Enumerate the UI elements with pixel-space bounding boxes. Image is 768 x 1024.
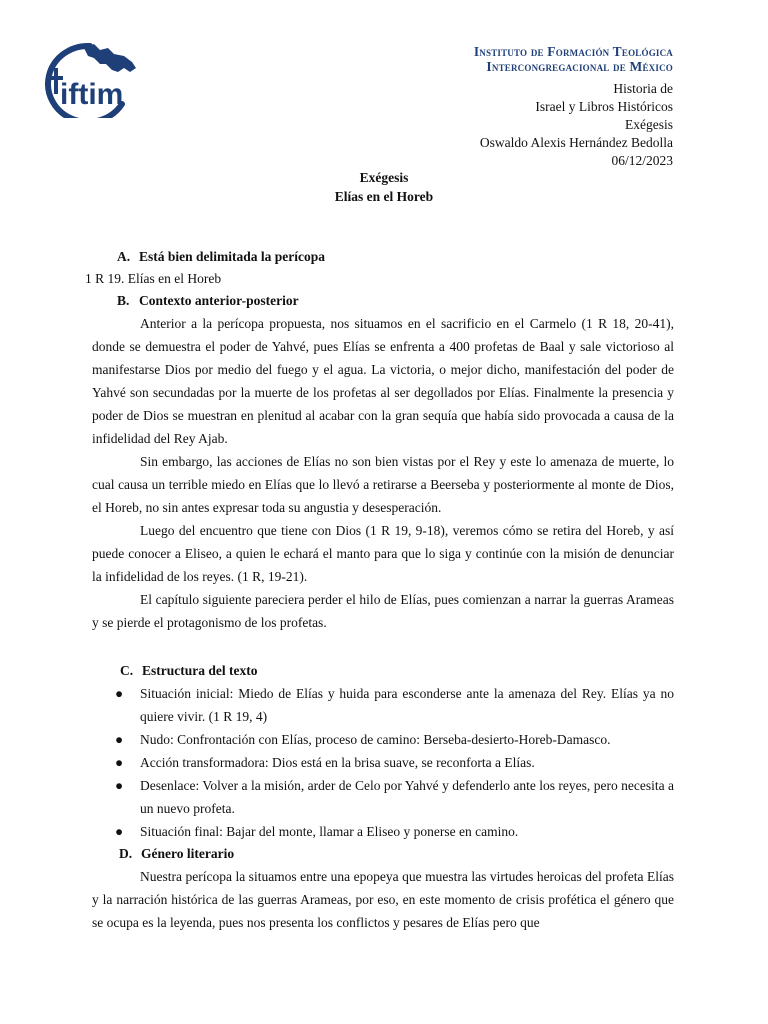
list-item-text: Situación final: Bajar del monte, llamar a Eliseo y ponerse en camino.: [140, 824, 519, 839]
list-item-text: Nudo: Confrontación con Elías, proceso de camino: Berseba-desierto-Horeb-Damasco.: [140, 732, 611, 747]
section-c-heading: [92, 660, 674, 682]
section-c-marker: C.: [120, 663, 134, 678]
section-a-text: 1 R 19. Elías en el Horeb: [85, 271, 222, 286]
section-b-paragraph-4: El capítulo siguiente pareciera perder el hilo de Elías, pues comienzan a narrar la guerras Arameas y se pierde el protagonismo de los profetas.: [92, 592, 674, 630]
section-a-marker: A.: [117, 249, 131, 264]
list-item: [92, 774, 674, 820]
assignment-type: Exégesis: [625, 117, 673, 132]
logo-graphic: [40, 38, 140, 118]
section-d-heading: [92, 843, 674, 865]
section-d-title: Género literario: [141, 846, 235, 861]
section-b-paragraph-1: Anterior a la perícopa propuesta, nos situamos en el sacrificio en el Carmelo (1 R 18, 20-41), donde se demuestra el poder de Yahvé, pues Elías se enfrenta a 400 profetas de Baal y sale victorioso al manifestarse Dios por medio del fuego y el agua. La victoria, o mejor dicho, manifestación del poder de Yahvé son secundadas por la muerte de los profetas al ser degollados por Elías. Finalmente la presencia y poder de Dios se muestran en plenitud al acabar con la gran sequía que había sido provocada a causa de la infidelidad del Rey Ajab.: [92, 316, 674, 446]
subject-line-2: Israel y Libros Históricos: [535, 99, 673, 114]
list-item: [92, 682, 674, 728]
author-name: Oswaldo Alexis Hernández Bedolla: [479, 135, 673, 150]
institute-line-1: Instituto de Formación Teológica: [473, 44, 673, 59]
section-b-title: Contexto anterior-posterior: [139, 293, 299, 308]
logo-text: iftim: [60, 78, 124, 111]
list-item: [92, 751, 674, 774]
section-b-heading: [92, 290, 674, 312]
list-item-text: Acción transformadora: Dios está en la brisa suave, se reconforta a Elías.: [140, 755, 535, 770]
subject-line-1: Historia de: [613, 81, 673, 96]
bullet-icon: ●: [115, 755, 124, 770]
document-meta: [480, 80, 673, 170]
section-c-title: Estructura del texto: [142, 663, 258, 678]
section-b-paragraph-3: Luego del encuentro que tiene con Dios (1 R 19, 9-18), veremos cómo se retira del Horeb, y así puede conocer a Eliseo, a quien le echará el manto para que lo siga y continúe con la misión de denunciar la infidelidad de los reyes. (1 R, 19-21).: [92, 523, 674, 584]
bullet-icon: ●: [115, 686, 124, 701]
structure-list: [92, 682, 674, 843]
title-sub: Elías en el Horeb: [334, 189, 434, 204]
section-b-marker: B.: [117, 293, 130, 308]
bullet-icon: ●: [115, 824, 124, 839]
list-item-text: Situación inicial: Miedo de Elías y huida para esconderse ante la amenaza del Rey. Elías ya no quiere vivir. (1 R 19, 4): [140, 686, 674, 724]
list-item-text: Desenlace: Volver a la misión, arder de Celo por Yahvé y defenderlo ante los reyes, pero necesita a un nuevo profeta.: [140, 778, 674, 816]
document-date: 06/12/2023: [611, 153, 673, 168]
list-item: [92, 820, 674, 843]
institute-name: [474, 44, 673, 74]
section-a-title: Está bien delimitada la perícopa: [139, 249, 326, 264]
institute-line-2: Intercongregacional de México: [486, 59, 673, 74]
bullet-icon: ●: [115, 778, 124, 793]
title-main: Exégesis: [359, 170, 409, 185]
iftim-logo: [40, 38, 140, 118]
section-d-paragraph: Nuestra perícopa la situamos entre una epopeya que muestra las virtudes heroicas del profeta Elías y la narración histórica de las guerras Arameas, por eso, en este momento de crisis profética el género que se ocupa es la leyenda, pues nos presenta los conflictos y pesares de Elías pero que: [92, 869, 674, 930]
section-d-marker: D.: [119, 846, 133, 861]
document-body: [85, 246, 674, 934]
section-b-paragraph-2: Sin embargo, las acciones de Elías no son bien vistas por el Rey y este lo amenaza de muerte, lo cual causa un terrible miedo en Elías que lo llevó a retirarse a Beerseba y posteriormente al monte de Dios, el Horeb, no sin antes expresar toda su angustia y desesperación.: [92, 454, 674, 515]
section-a-heading: [92, 246, 674, 268]
list-item: [92, 728, 674, 751]
bullet-icon: ●: [115, 732, 124, 747]
document-title: [0, 168, 768, 206]
